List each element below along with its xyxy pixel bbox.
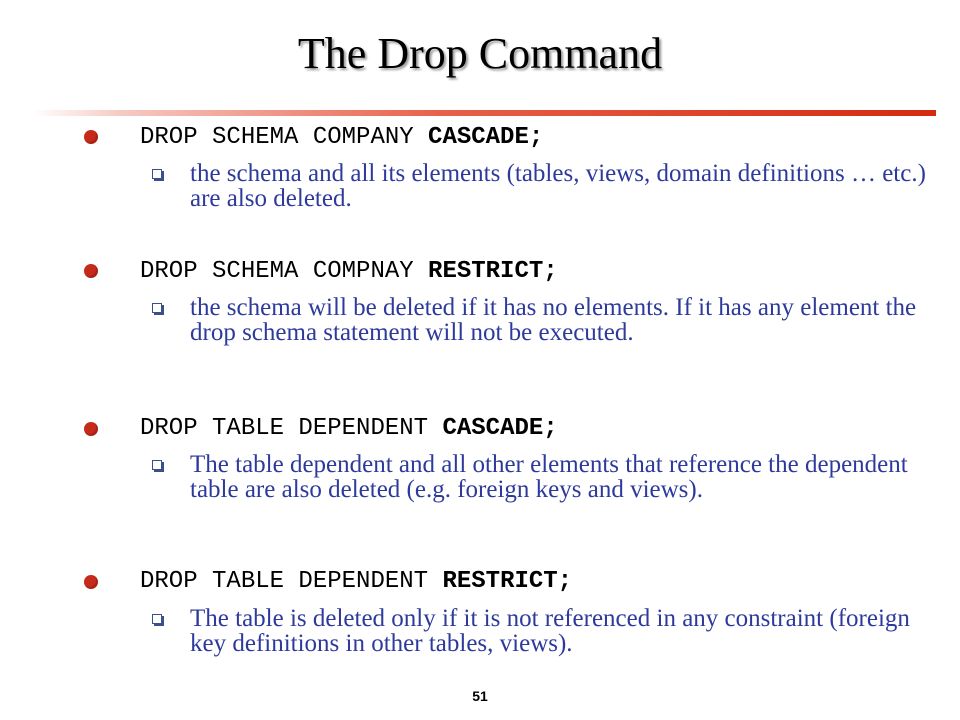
square-bullet-icon [152,303,164,315]
command-prefix: DROP TABLE DEPENDENT [140,415,443,442]
command-line-2 [140,258,558,286]
description-2: the schema will be deleted if it has no elements. If it has any element the drop schema statement will not be executed. [190,294,917,346]
square-bullet-icon [152,460,164,472]
command-prefix: DROP TABLE DEPENDENT [140,568,443,595]
description-1: the schema and all its elements (tables, views, domain definitions … etc.) are also deleted. [190,160,926,212]
command-prefix: DROP SCHEMA COMPNAY [140,258,429,285]
command-keyword: RESTRICT; [442,568,573,595]
page-number: 51 [472,688,488,704]
command-keyword: RESTRICT; [428,258,558,285]
description-3: The table dependent and all other elements that reference the dependent table are also deleted (e.g. foreign keys and views). [190,451,908,503]
square-bullet-icon [152,169,164,181]
command-prefix: DROP SCHEMA COMPANY [140,124,429,151]
round-bullet-icon [82,127,102,147]
description-4: The table is deleted only if it is not referenced in any constraint (foreign key definitions in other tables, views). [190,605,910,657]
slide-title: The Drop Command [297,29,663,78]
round-bullet-icon [82,419,102,439]
command-line-1 [140,124,543,152]
round-bullet-icon [82,261,102,281]
round-bullet-icon [82,572,102,592]
square-bullet-icon [152,614,164,626]
command-keyword: CASCADE; [428,124,544,151]
command-keyword: CASCADE; [442,415,558,442]
command-line-4 [140,568,572,596]
command-line-3 [140,415,558,443]
